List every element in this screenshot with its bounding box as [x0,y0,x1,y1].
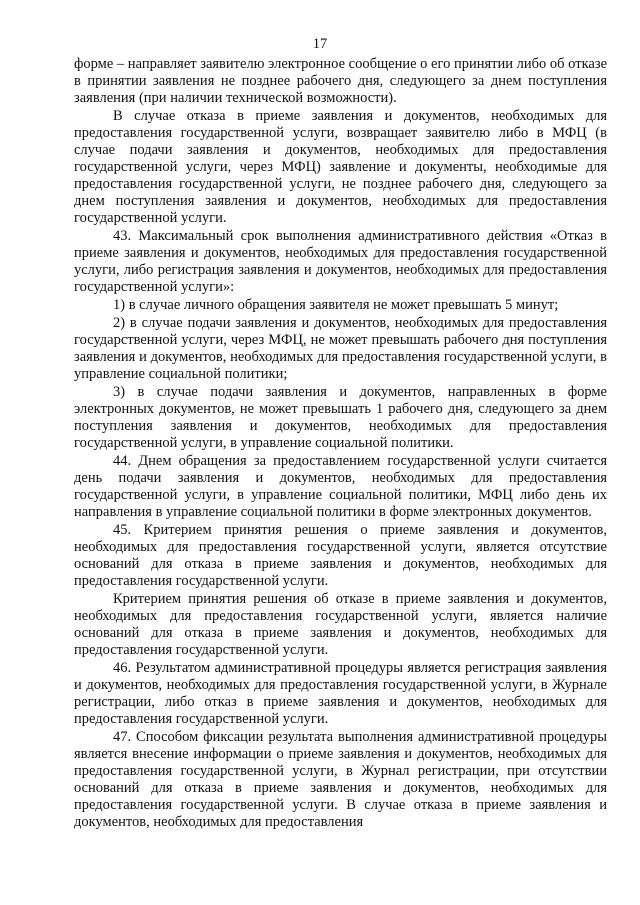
paragraph: 43. Максимальный срок выполнения административного действия «Отказ в приеме заявления и документов, необходимых для предоставления государственной услуги, либо регистрация заявления и документов, необходимых для предоставления государственной услуги»: [74,228,607,295]
paragraph: 1) в случае личного обращения заявителя не может превышать 5 минут; [113,297,559,313]
paragraph: 2) в случае подачи заявления и документов, необходимых для предоставления государственной услуги, через МФЦ, не может превышать рабочего дня поступления заявления и документов, необходимых для предоставления государственной услуги, в управление социальной политики; [74,315,607,382]
paragraph: В случае отказа в приеме заявления и документов, необходимых для предоставления государственной услуги, возвращает заявителю либо в МФЦ (в случае подачи заявления и документов, необходимых для предоставления государственной услуги, через МФЦ) заявление и документы, необходимые для предоставления государственной услуги, не позднее рабочего дня, следующего за днем поступления заявления и документов, необходимых для предоставления государственной услуги. [74,108,607,226]
paragraph: 44. Днем обращения за предоставлением государственной услуги считается день подачи заявления и документов, необходимых для предоставления государственной услуги, в управление социальной политики, МФЦ либо день их направления в управление социальной политики в форме электронных документов. [74,453,607,520]
paragraph: 45. Критерием принятия решения о приеме заявления и документов, необходимых для предоставления государственной услуги, является отсутствие оснований для отказа в приеме заявления и документов, необходимых для предоставления государственной услуги. [74,522,607,589]
document-body [74,56,607,831]
paragraph: 46. Результатом административной процедуры является регистрация заявления и документов, необходимых для предоставления государственной услуги, в Журнале регистрации, либо отказ в приеме заявления и документов, необходимых для предоставления государственной услуги. [74,660,607,727]
paragraph: 47. Способом фиксации результата выполнения административной процедуры является внесение информации о приеме заявления и документов, необходимых для предоставления государственной услуги, в Журнал регистрации, при отсутствии оснований для отказа в приеме заявления и документов, необходимых для предоставления государственной услуги. В случае отказа в приеме заявления и документов, необходимых для предоставления [74,729,607,830]
page-number: 17 [312,36,328,52]
paragraph: 3) в случае подачи заявления и документов, направленных в форме электронных документов, не может превышать 1 рабочего дня, следующего за днем поступления заявления и документов, необходимых для предоставления государственной услуги, в управление социальной политики. [74,384,607,451]
paragraph: Критерием принятия решения об отказе в приеме заявления и документов, необходимых для предоставления государственной услуги, является наличие оснований для отказа в приеме заявления и документов, необходимых для предоставления государственной услуги. [74,591,607,658]
paragraph: форме – направляет заявителю электронное сообщение о его принятии либо об отказе в принятии заявления не позднее рабочего дня, следующего за днем поступления заявления (при наличии технической возможности). [74,56,607,106]
